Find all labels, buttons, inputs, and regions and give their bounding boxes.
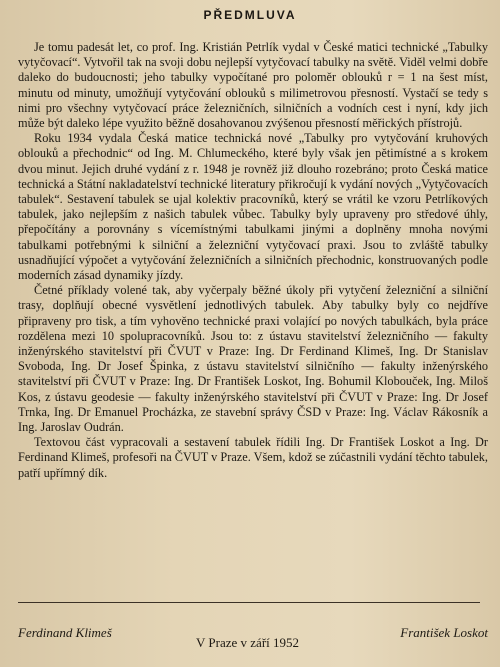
paragraph-4: Textovou část vypracovali a sestavení tabulek řídili Ing. Dr František Loskot a Ing. Dr Ferdinand Klimeš, profesoři na ČVUT v Praze. Všem, kdož se zúčastnili vydání těchto tabulek, patří upřímný dík. xyxy=(18,435,488,480)
paragraph-3: Četné příklady volené tak, aby vyčerpaly běžné úkoly při vytyčení železniční a silniční trasy, doplňují obecné vysvětlení jednotlivých tabulek. Aby tabulky byly co nejdříve připraveny pro tisk, a tím vyhověno technické praxi volající po nových tabulkách, byla práce rozdělena mezi 10 spolupracovníků. Jsou to: z ústavu stavitelství železničního — fakulty inženýrského stavitelství při ČVUT v Praze: Ing. Dr Ferdinand Klimeš, Ing. Dr Stanislav Svoboda, Ing. Dr Josef Špinka, z ústavu stavitelství silničního — fakulty inženýrského stavitelství při ČVUT v Praze: Ing. Dr František Loskot, Ing. Bohumil Klobouček, Ing. Miloš Kos, z ústavu geodesie — fakulty inženýrského stavitelství při ČVUT v Praze: Ing. Dr Josef Trnka, Ing. Dr Emanuel Procházka, ze stavební správy ČSD v Praze: Ing. Václav Rákosník a Ing. Jaroslav Oudrán. xyxy=(18,283,488,435)
signature-right: František Loskot xyxy=(400,625,488,640)
preface-body xyxy=(18,40,488,481)
place-date: V Praze v září 1952 xyxy=(196,635,300,650)
signature-left: Ferdinand Klimeš xyxy=(18,625,112,640)
paragraph-1: Je tomu padesát let, co prof. Ing. Kristián Petrlík vydal v České matici technické „Tabulky vytyčovací“. Vytvořil tak na svoji dobu nejlepší vytyčovací tabulky na světě. Viděl velmi dobře daleko do budoucnosti; jeho tabulky vypočítané pro poloměr oblouků r = 1 na šest míst, minutu od minuty, umožňují vytyčování oblouků s milimetrovou přesností. Vystačí se tedy s nimi pro všechny vytyčovací práce železničních, silničních a vodních cest i nyní, kdy jich může být daleko lépe využito běžně dosahovanou zvýšenou přesností měřických přístrojů. xyxy=(18,40,488,131)
paragraph-2: Roku 1934 vydala Česká matice technická nové „Tabulky pro vytyčování kruhových oblouků a přechodnic“ od Ing. M. Chlumeckého, které byly však jen pětimístné a s krokem dvou minut. Jejich druhé vydání z r. 1948 je rovněž již dlouho rozebráno; proto Česká matice technická a Státní nakladatelství technické literatury přikročují k vydání nových „Vytyčovacích tabulek“. Sestavení tabulek se ujal kolektiv pracovníků, který se vrátil ke vzoru Petrlíkových tabulek, jako nejlepším z našich tabulek vůbec. Tabulky byly upraveny pro středové úhly, přepočítány a porovnány s vícemístnými tabulkami jinými a doplněny mnoha novými tabulkami potřebnými k silniční a železniční vytyčovací praxi. Jsou to zvláště tabulky usnadňující výpočet a vytyčování železničních a silničních přechodnic, konstruovaných podle moderních zásad dynamiky jízdy. xyxy=(18,131,488,283)
page-heading: PŘEDMLUVA xyxy=(203,8,297,22)
footer-rule xyxy=(18,602,480,603)
